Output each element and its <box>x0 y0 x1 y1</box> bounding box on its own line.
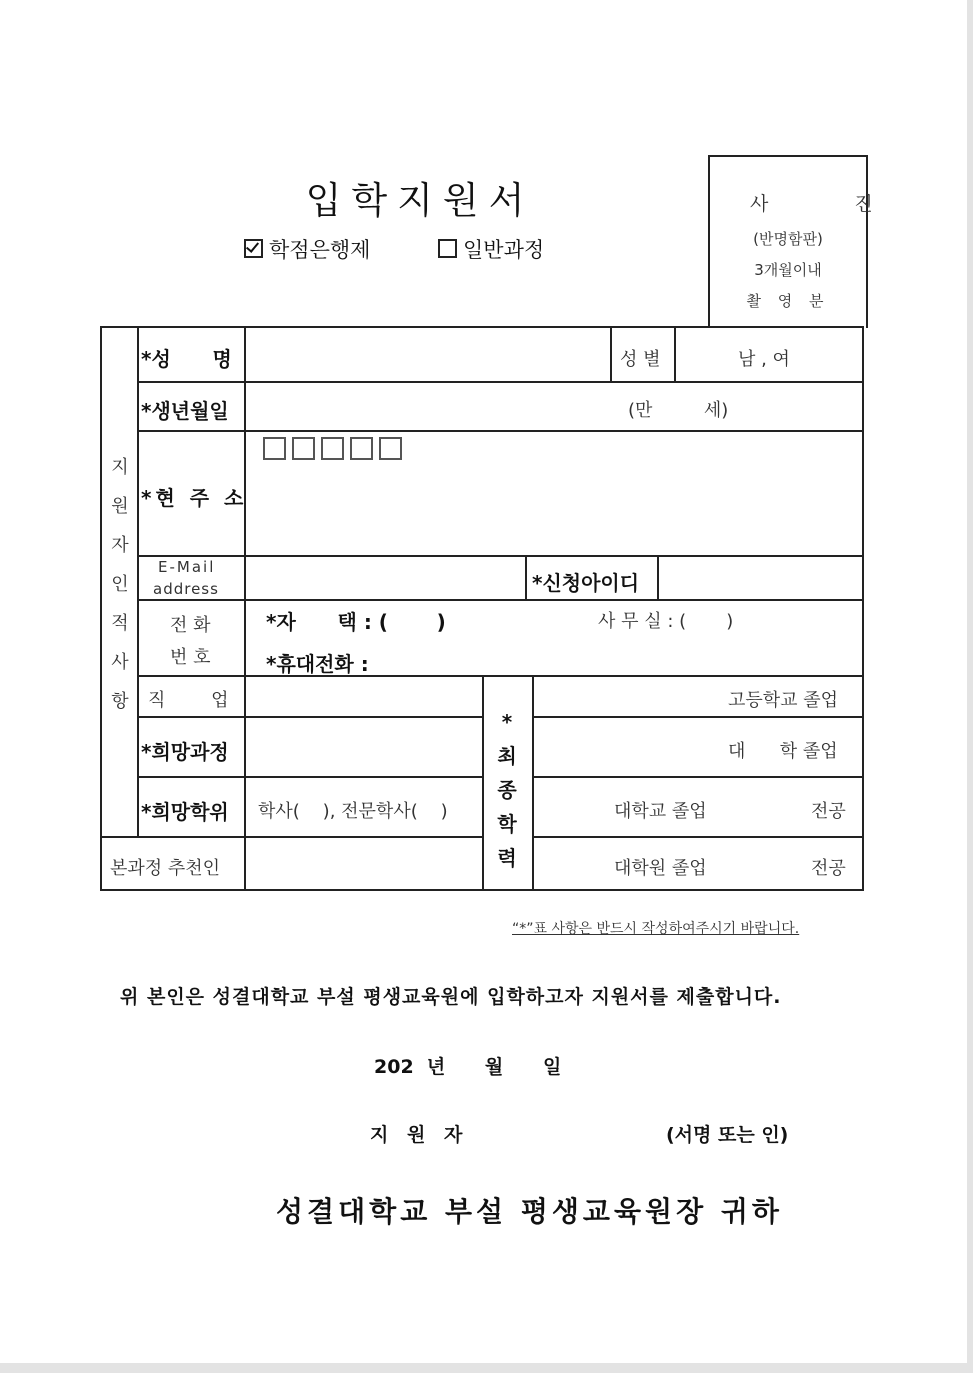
row-divider <box>138 555 864 557</box>
checked-checkbox-icon[interactable] <box>244 239 263 258</box>
home-phone-field[interactable]: *자 택 : ( ) <box>266 610 446 634</box>
mobile-phone-field[interactable]: *휴대전화 : <box>266 652 369 676</box>
row-divider <box>532 776 864 778</box>
row-divider <box>138 776 483 778</box>
postal-code-box[interactable] <box>350 437 373 460</box>
apply-id-label: *신청아이디 <box>532 571 640 595</box>
col-divider <box>482 675 484 891</box>
gender-value[interactable]: 남 , 여 <box>738 349 790 370</box>
applicant-label: 지 원 자 <box>370 1124 469 1146</box>
photo-box <box>708 155 913 328</box>
date-line: 202 년 월 일 <box>374 1056 562 1078</box>
row-divider <box>532 836 864 838</box>
row-divider <box>138 675 864 677</box>
postal-code-box[interactable] <box>292 437 315 460</box>
edu-graduate-major: 전공 <box>811 858 846 879</box>
phone-label-1: 전 화 <box>170 615 211 636</box>
required-note: “*”표 사항은 반드시 작성하여주시기 바랍니다. <box>512 921 800 937</box>
page-edge-right <box>967 0 973 1373</box>
col-divider <box>674 326 676 381</box>
address-label: *현 주 소 <box>141 486 248 510</box>
option-credit-bank[interactable] <box>244 234 370 264</box>
gender-label: 성 별 <box>620 349 661 370</box>
row-divider <box>138 430 864 432</box>
edu-graduate[interactable]: 대학원 졸업 <box>614 858 707 879</box>
degree-label: *희망학위 <box>141 800 229 824</box>
row-divider <box>138 381 864 383</box>
recommender-label: 본과정 추천인 <box>110 858 221 879</box>
col-divider <box>525 555 527 599</box>
degree-options[interactable]: 학사( ), 전문학사( ) <box>258 801 448 822</box>
postal-code-box[interactable] <box>321 437 344 460</box>
addressee: 성결대학교 부설 평생교육원장 귀하 <box>276 1195 783 1228</box>
photo-label: 사 진 <box>750 193 913 215</box>
birth-label: *생년월일 <box>141 399 229 423</box>
col-divider <box>532 675 534 891</box>
form-title: 입학지원서 <box>305 179 535 222</box>
office-phone-field[interactable]: 사 무 실 : ( ) <box>598 611 734 632</box>
edu-college-major: 전공 <box>811 801 846 822</box>
postal-code-box[interactable] <box>263 437 286 460</box>
edu-college[interactable]: 대학교 졸업 <box>614 801 707 822</box>
option-label: 학점은행제 <box>269 238 371 262</box>
education-label: * 최 종 학 력 <box>497 710 517 870</box>
edu-university[interactable]: 대 학 졸업 <box>728 741 838 762</box>
col-divider <box>244 326 246 891</box>
row-divider <box>100 836 483 838</box>
declaration-text: 위 본인은 성결대학교 부설 평생교육원에 입학하고자 지원서를 제출합니다. <box>120 986 782 1008</box>
course-label: *희망과정 <box>141 740 229 764</box>
col-divider <box>610 326 612 381</box>
section-label: 지 원 자 인 적 사 항 <box>111 457 129 712</box>
row-divider <box>138 716 483 718</box>
age-field[interactable]: (만 세) <box>628 400 729 421</box>
photo-taken: 촬 영 분 <box>746 292 830 310</box>
email-label-1: E-Mail <box>158 558 216 576</box>
row-divider <box>138 599 864 601</box>
col-divider <box>137 326 139 836</box>
row-divider <box>532 716 864 718</box>
col-divider <box>657 555 659 599</box>
checkbox-icon[interactable] <box>438 239 457 258</box>
edu-high-school[interactable]: 고등학교 졸업 <box>728 690 839 711</box>
page-edge-bottom <box>0 1363 973 1373</box>
postal-code-box[interactable] <box>379 437 402 460</box>
option-general[interactable] <box>438 234 544 264</box>
job-label: 직 업 <box>148 690 229 711</box>
phone-label-2: 번 호 <box>170 647 211 668</box>
name-label: *성 명 <box>141 347 232 371</box>
option-label: 일반과정 <box>463 238 545 262</box>
signature-label: (서명 또는 인) <box>666 1124 789 1146</box>
photo-size: (반명함판) <box>753 230 823 248</box>
email-label-2: address <box>153 580 219 598</box>
photo-period: 3개월이내 <box>754 261 822 279</box>
